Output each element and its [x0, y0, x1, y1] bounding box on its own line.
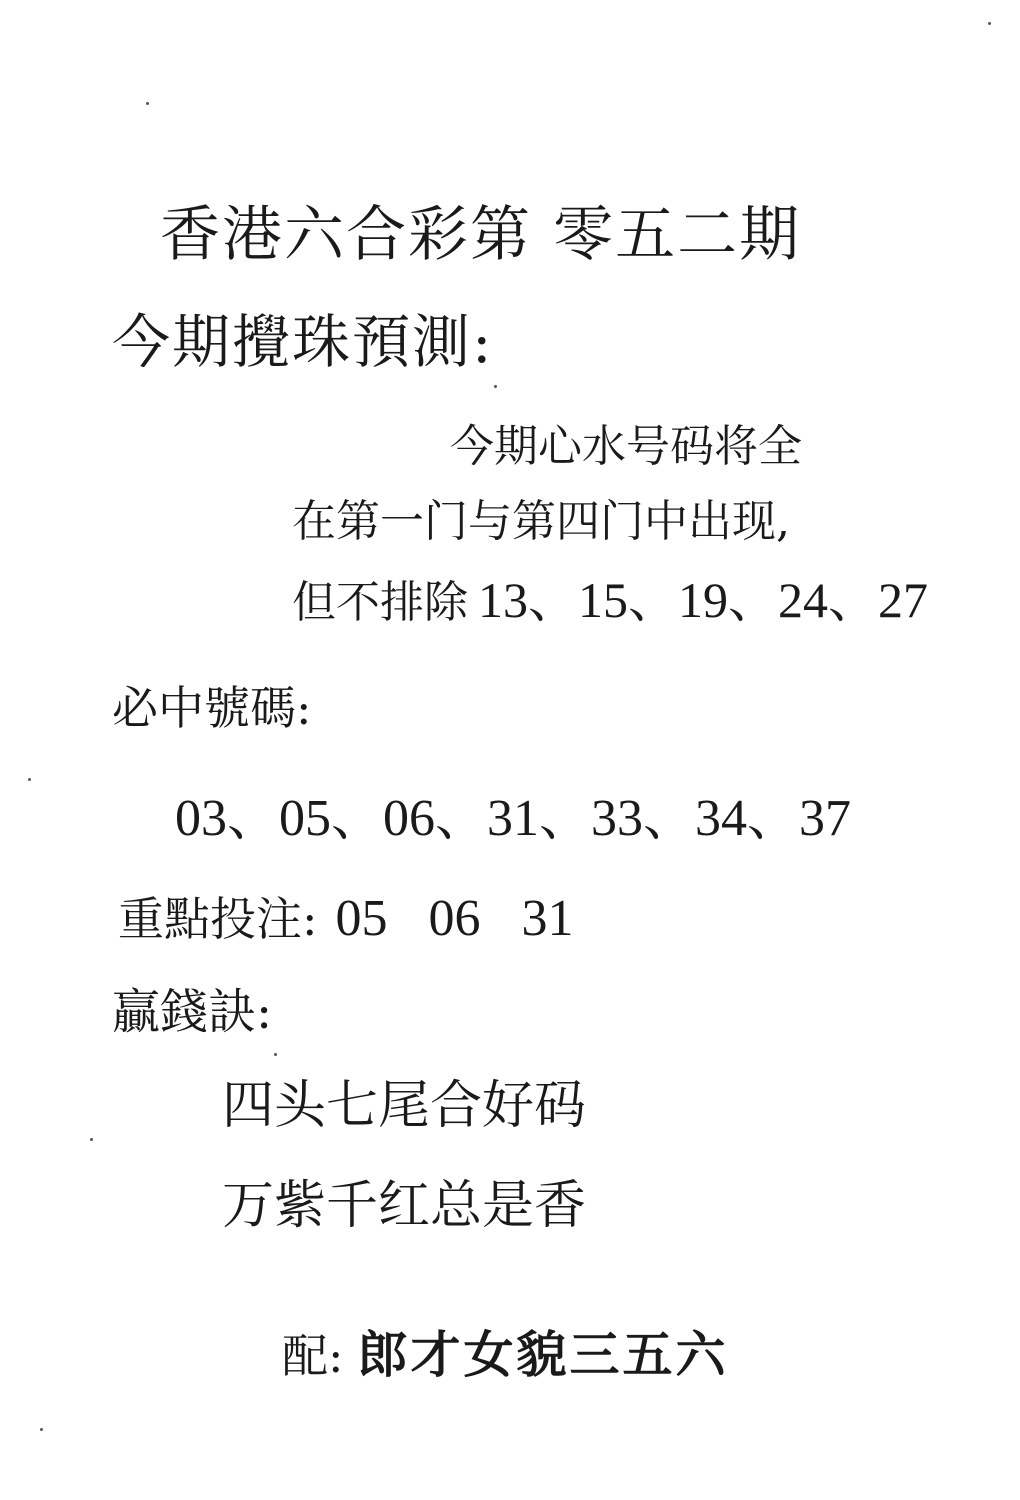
money-secret-heading: 贏錢訣: [112, 984, 273, 1040]
match-line [282, 1325, 729, 1384]
scan-speck [28, 778, 31, 781]
scan-speck [146, 102, 149, 105]
money-secret-verse-1: 四头七尾合好码 [222, 1076, 587, 1136]
must-win-heading: 必中號碼: [112, 681, 312, 735]
focus-bet-label: 重點投注: [118, 892, 318, 946]
scan-speck [494, 385, 497, 388]
focus-bet-numbers: 05 06 31 [335, 890, 574, 947]
match-label: 配: [282, 1329, 344, 1383]
scan-speck [274, 1053, 277, 1056]
prediction-line-3 [292, 572, 928, 628]
page-title: 香港六合彩第 零五二期 [160, 200, 802, 270]
excluded-numbers: 13、15、19、24、27 [478, 572, 928, 628]
prediction-heading: 今期攪珠預測: [112, 308, 494, 376]
must-win-numbers: 03、05、06、31、33、34、37 [175, 790, 852, 847]
prediction-line-1: 今期心水号码将全 [450, 421, 802, 472]
scan-speck [988, 22, 991, 25]
money-secret-verse-2: 万紫千红总是香 [222, 1176, 587, 1236]
scan-speck [90, 1138, 93, 1141]
prediction-line-2: 在第一门与第四门中出现, [292, 496, 790, 547]
scan-speck [40, 1428, 43, 1431]
match-value: 郎才女貌三五六 [357, 1325, 729, 1384]
focus-bet [118, 890, 574, 947]
prediction-line-3-prefix: 但不排除 [292, 577, 468, 628]
